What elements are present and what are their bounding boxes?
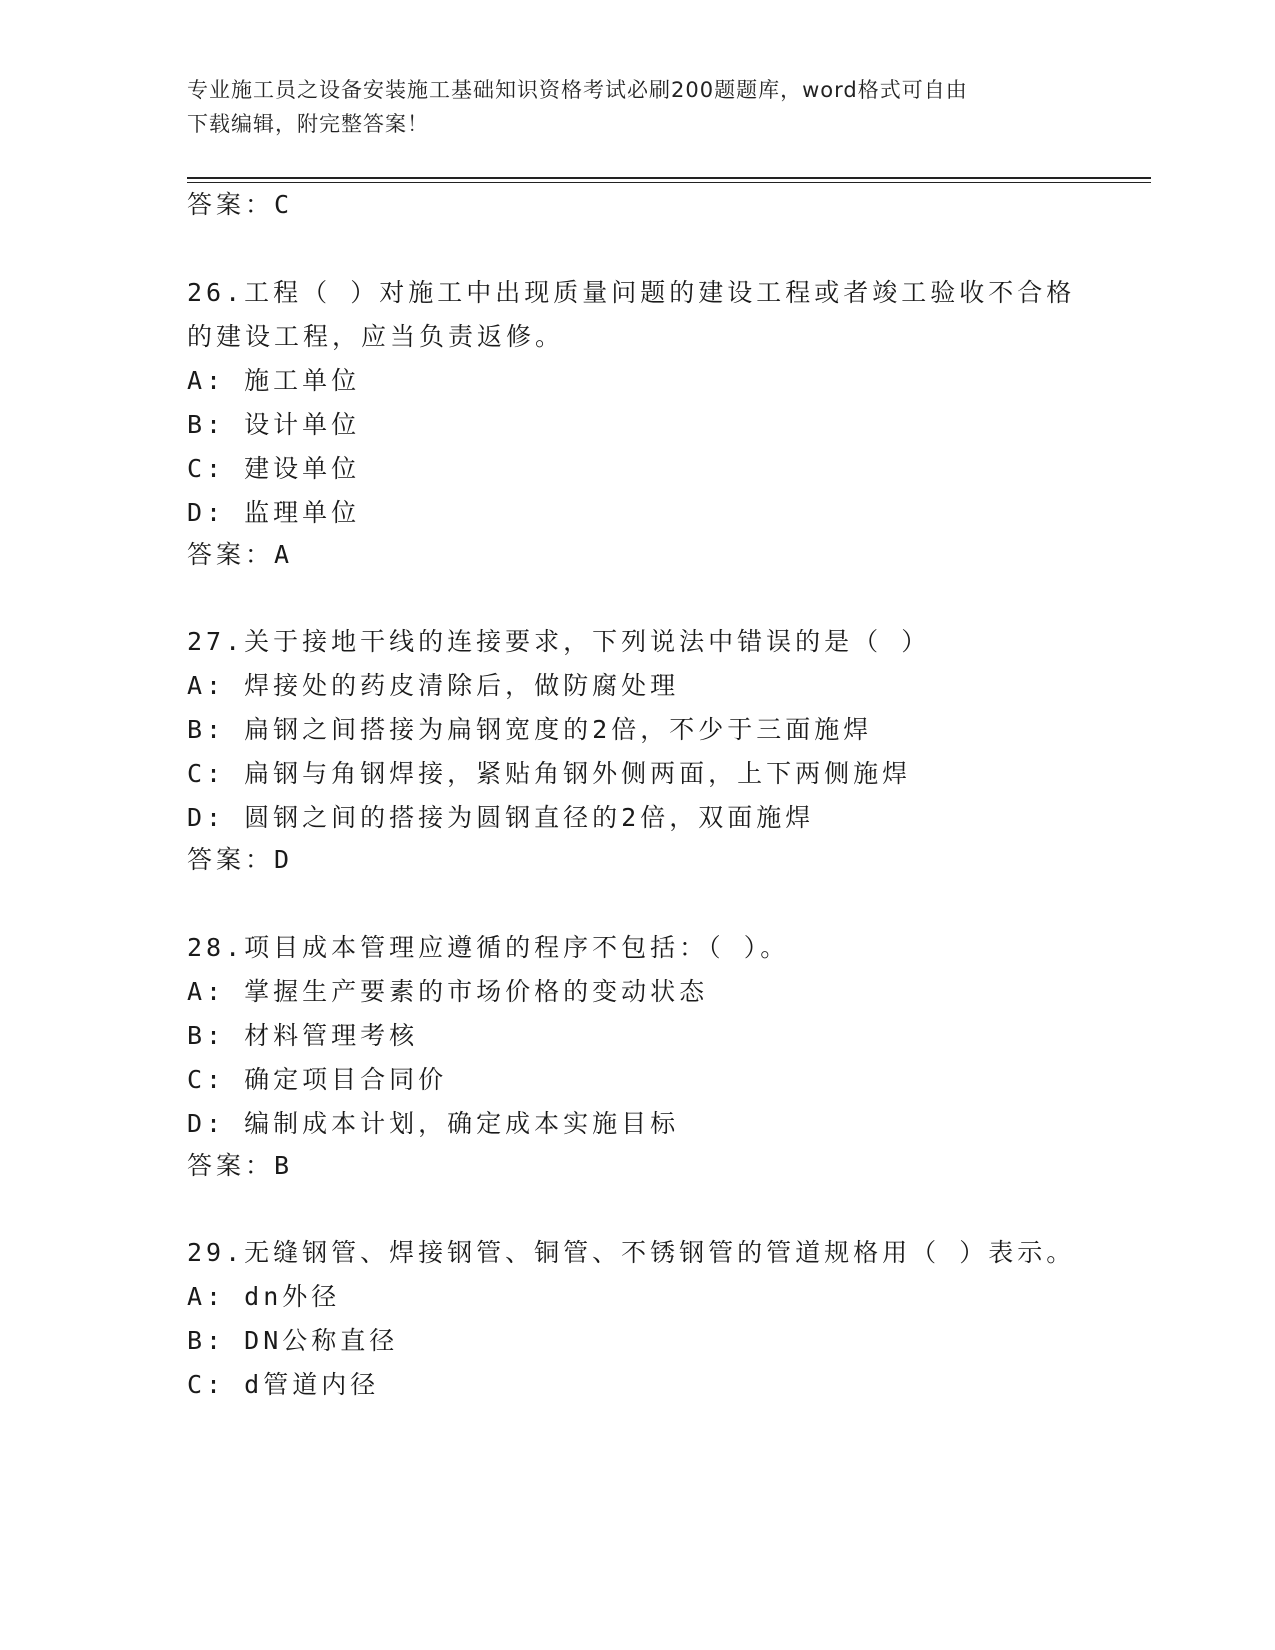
question-26-option-d: D: 监理单位 — [187, 498, 361, 527]
question-27-option-c: C: 扁钢与角钢焊接，紧贴角钢外侧两面，上下两侧施焊 — [187, 759, 912, 788]
question-28-option-b: B: 材料管理考核 — [187, 1021, 419, 1050]
question-26-option-c: C: 建设单位 — [187, 454, 361, 483]
question-28-option-a: A: 掌握生产要素的市场价格的变动状态 — [187, 977, 709, 1006]
question-28-option-d: D: 编制成本计划，确定成本实施目标 — [187, 1109, 680, 1138]
question-29-option-b: B: DN公称直径 — [187, 1326, 399, 1355]
header-divider-thick — [187, 177, 1151, 179]
header-line-2: 下载编辑，附完整答案！ — [187, 112, 429, 136]
question-27-option-d: D: 圆钢之间的搭接为圆钢直径的2倍，双面施焊 — [187, 803, 815, 832]
header-line-1: 专业施工员之设备安装施工基础知识资格考试必刷200题题库，word格式可自由 — [187, 78, 968, 102]
question-27-option-b: B: 扁钢之间搭接为扁钢宽度的2倍，不少于三面施焊 — [187, 715, 873, 744]
question-26-answer: 答案：A — [187, 540, 294, 569]
question-27-stem: 27.关于接地干线的连接要求，下列说法中错误的是（ ） — [187, 627, 931, 656]
question-26-stem-line-1: 26.工程（ ）对施工中出现质量问题的建设工程或者竣工验收不合格 — [187, 278, 1076, 307]
question-29-option-a: A: dn外径 — [187, 1282, 341, 1311]
question-28-answer: 答案：B — [187, 1151, 294, 1180]
question-28-option-c: C: 确定项目合同价 — [187, 1065, 448, 1094]
question-27-answer: 答案：D — [187, 845, 294, 874]
question-29-stem: 29.无缝钢管、焊接钢管、铜管、不锈钢管的管道规格用（ ）表示。 — [187, 1238, 1076, 1267]
question-26-option-a: A: 施工单位 — [187, 366, 361, 395]
question-27-option-a: A: 焊接处的药皮清除后，做防腐处理 — [187, 671, 680, 700]
question-26-stem-line-2: 的建设工程，应当负责返修。 — [187, 322, 565, 351]
question-28-stem: 28.项目成本管理应遵循的程序不包括：（ ）。 — [187, 933, 790, 962]
document-header — [187, 73, 1067, 141]
question-26-option-b: B: 设计单位 — [187, 410, 361, 439]
header-divider-thin — [187, 182, 1151, 183]
answer-previous: 答案：C — [187, 190, 294, 219]
question-29-option-c: C: d管道内径 — [187, 1370, 380, 1399]
